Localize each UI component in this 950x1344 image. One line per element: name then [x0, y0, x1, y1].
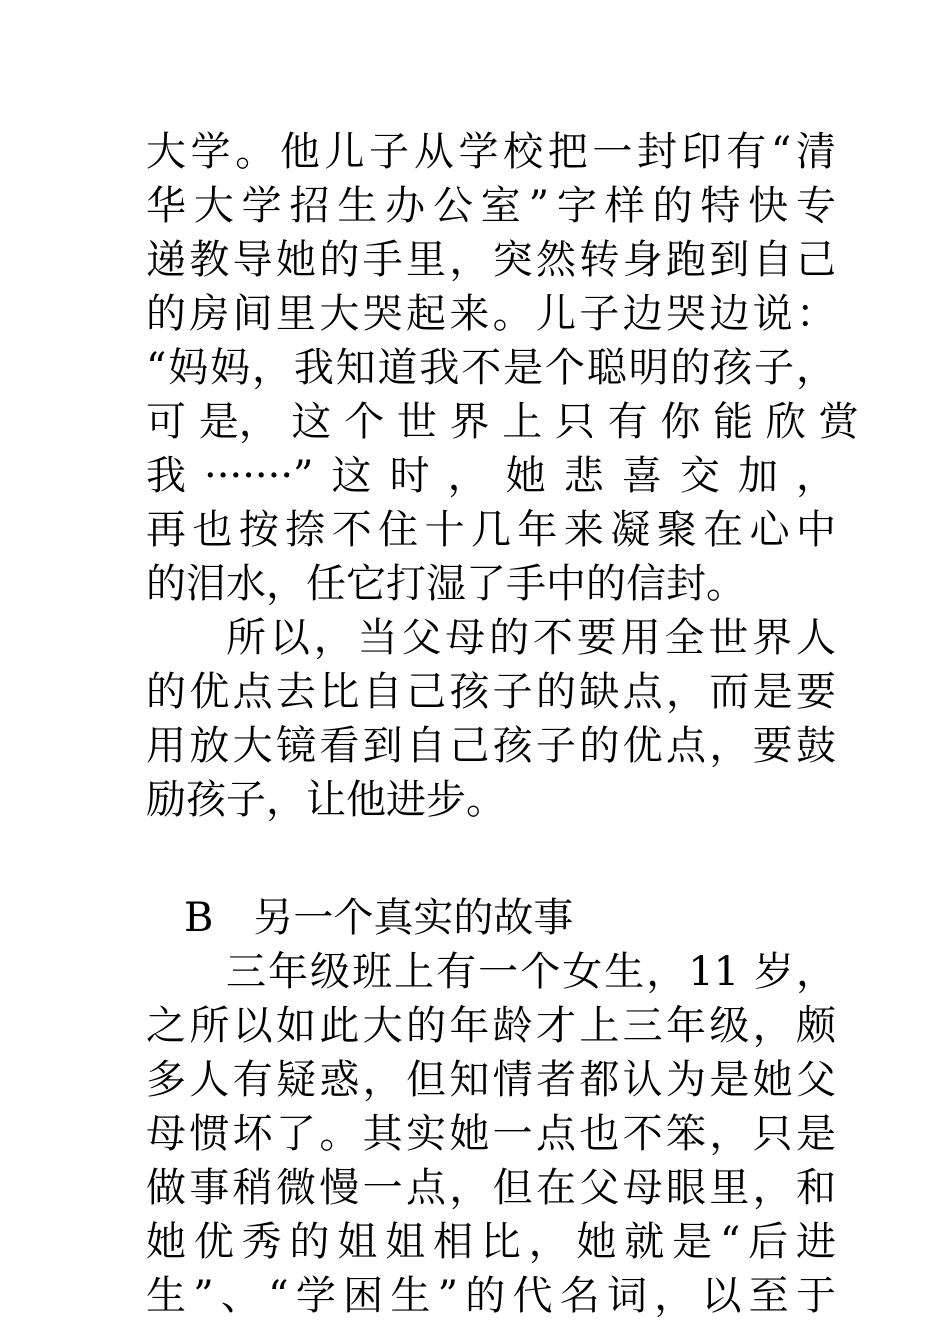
document-body [146, 125, 859, 1323]
text-line: 的泪水，任它打湿了手中的信封。 [146, 561, 746, 607]
text-line: 她优秀的姐姐相比，她就是“后进 [146, 1219, 836, 1265]
text-line: 之所以如此大的年龄才上三年级，颇 [146, 1003, 836, 1049]
text-line: 励孩子，让他进步。 [146, 777, 506, 823]
text-line: 用放大镜看到自己孩子的优点，要鼓 [146, 723, 836, 769]
text-line: 做事稍微慢一点，但在父母眼里，和 [146, 1165, 836, 1211]
text-line: 华大学招生办公室”字样的特快专 [146, 183, 836, 229]
text-line: 生”、“学困生”的代名词，以至于 [146, 1273, 836, 1319]
paragraph-another-story [146, 945, 836, 1323]
text-line: 三年级班上有一个女生，11 岁， [226, 949, 836, 995]
text-line: 大学。他儿子从学校把一封印有“清 [146, 129, 836, 175]
text-line: 的房间里大哭起来。儿子边哭边说： [146, 291, 836, 337]
paragraph-conclusion [146, 611, 836, 827]
text-line: 我·······”这时，她悲喜交加， [146, 453, 836, 499]
text-line: 递教导她的手里，突然转身跑到自己 [146, 237, 836, 283]
text-line: 所以，当父母的不要用全世界人 [226, 615, 836, 661]
paragraph-spacer [146, 827, 836, 891]
text-line: 再也按捺不住十几年来凝聚在心中 [146, 507, 836, 553]
text-line: 的优点去比自己孩子的缺点，而是要 [146, 669, 836, 715]
text-line: 母惯坏了。其实她一点也不笨，只是 [146, 1111, 836, 1157]
text-line: 可 是， 这 个 世 界 上 只 有 你 能 欣 赏 [146, 399, 859, 445]
section-heading: B 另一个真实的故事 [184, 895, 574, 941]
text-line: “妈妈，我知道我不是个聪明的孩子， [146, 345, 836, 391]
text-line: 多人有疑惑，但知情者都认为是她父 [146, 1057, 836, 1103]
paragraph-story-ending [146, 125, 859, 611]
